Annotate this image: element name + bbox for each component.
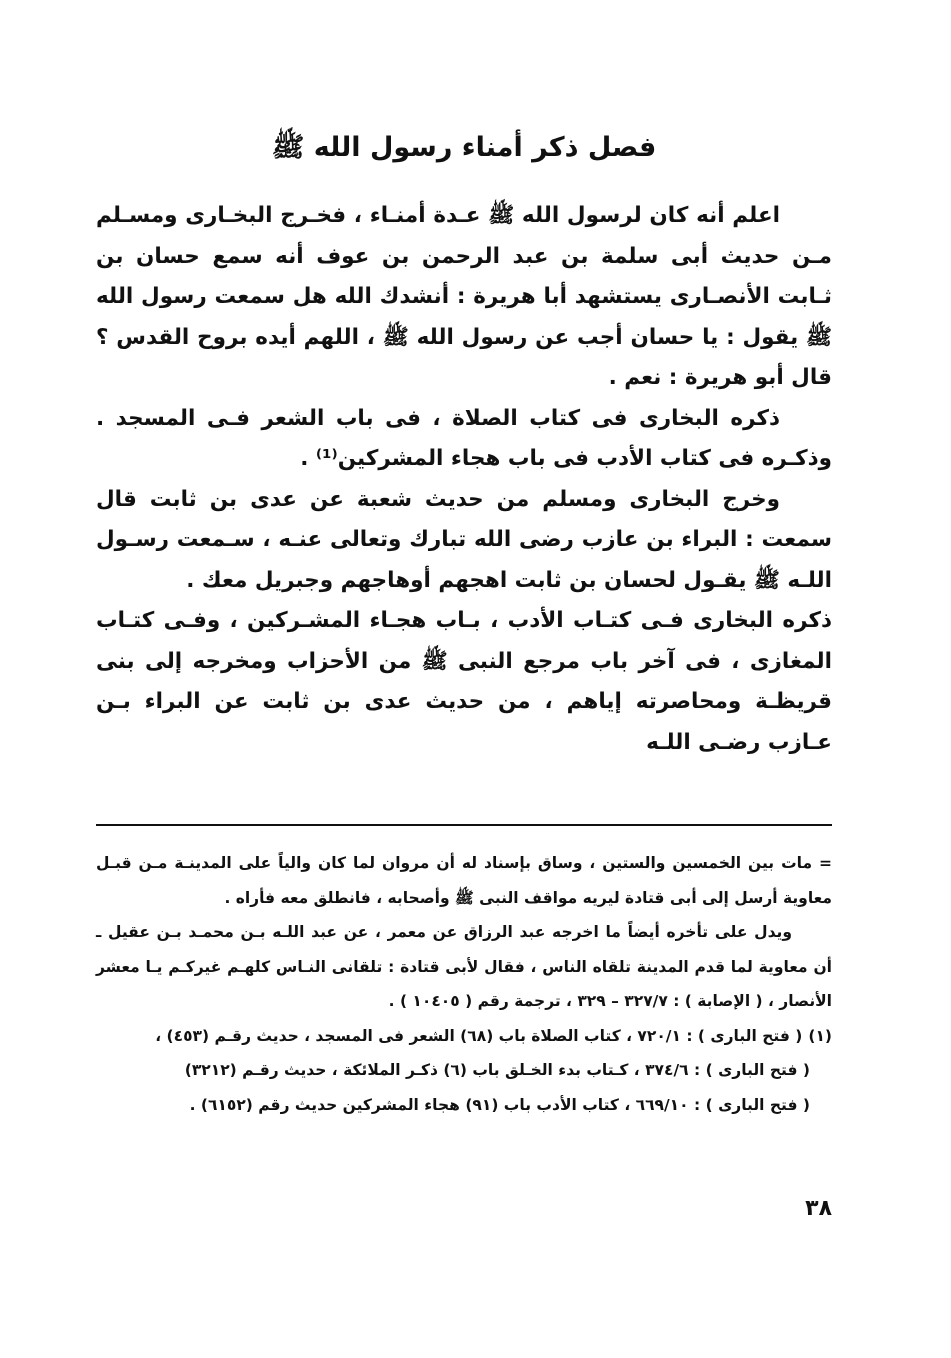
paragraph: ذكره البخارى فـى كتـاب الأدب ، بـاب هجـاء المشـركين ، وفـى كتـاب المغازى ، فى آخر باب مرجع النبى ﷺ من الأحزاب ومخرجه إلى بنى قريظـة ومحاصرته إياهم ، من حديث عدى بن ثابت عن البراء بـن عـازب رضـى اللـه [96, 608, 832, 755]
paragraph: ذكره البخارى فى كتاب الصلاة ، فى باب الشعر فـى المسجد . وذكـره فى كتاب الأدب فى باب هجاء المشركين⁽¹⁾ . [96, 405, 832, 471]
footnote-reference: ( فتح البارى ) : ٧٢٠/١ ، كتاب الصلاة باب (٦٨) الشعر فى المسجد ، حديث رقـم (٤٥٣) ، [155, 1026, 803, 1045]
footnote-continuation: = مات بين الخمسين والستين ، وساق بإسناد له أن مروان لما كان والياً على المدينـة مـن قبـل معاوية أرسل إلى أبى قتادة ليريه مواقف النبى ﷺ وأصحابه ، فانطلق معه فأراه . [96, 854, 832, 907]
footnote-divider [96, 824, 832, 826]
footnote-1 [96, 1019, 832, 1054]
footnotes [96, 846, 832, 1122]
footnote-marker: (١) [808, 1026, 832, 1045]
footnote-reference: ( فتح البارى ) : ٣٧٤/٦ ، كـتاب بدء الخـلق باب (٦) ذكـر الملائكة ، حديث رقـم (٣٢١٢) [184, 1061, 810, 1079]
footnote-continuation: ويدل على تأخره أيضاً ما اخرجه عبد الرزاق عن معمر ، عن عبد اللـه بـن محمـد بـن عقيل ـ أن معاوية لما قدم المدينة تلقاه الناس ، فقال لأبى قتادة : تلقانى النـاس كلهـم غيركـم يـا معشر الأنصار ، ( الإصابة ) : ٣٢٧/٧ – ٣٢٩ ، ترجمة رقم ( ١٠٤٠٥ ) . [96, 923, 832, 1010]
chapter-title: فصل ذكر أمناء رسول الله ﷺ [271, 132, 657, 163]
footnote-reference: ( فتح البارى ) : ٦٦٩/١٠ ، كتاب الأدب باب (٩١) هجاء المشركين حديث رقم (٦١٥٢) . [189, 1095, 810, 1114]
main-text [96, 196, 832, 763]
page-number: ٣٨ [805, 1196, 832, 1221]
paragraph: وخرج البخارى ومسلم من حديث شعبة عن عدى بن ثابت قال سمعت : البراء بن عازب رضى الله تبارك وتعالى عنـه ، سـمعت رسـول اللـه ﷺ يقـول لحسان بن ثابت اهجهم أوهاجهم وجبريل معك . [96, 486, 832, 593]
paragraph: اعلم أنه كان لرسول الله ﷺ عـدة أمنـاء ، فخـرج البخـارى ومسـلم مـن حديث أبى سلمة بن عبد الرحمن بن عوف أنه سمع حسان بن ثـابت الأنصـارى يستشهد أبا هريرة : أنشدك الله هل سمعت رسول الله ﷺ يقول : يا حسان أجب عن رسول الله ﷺ ، اللهم أيده بروح القدس ؟ قال أبو هريرة : نعم . [96, 203, 832, 390]
